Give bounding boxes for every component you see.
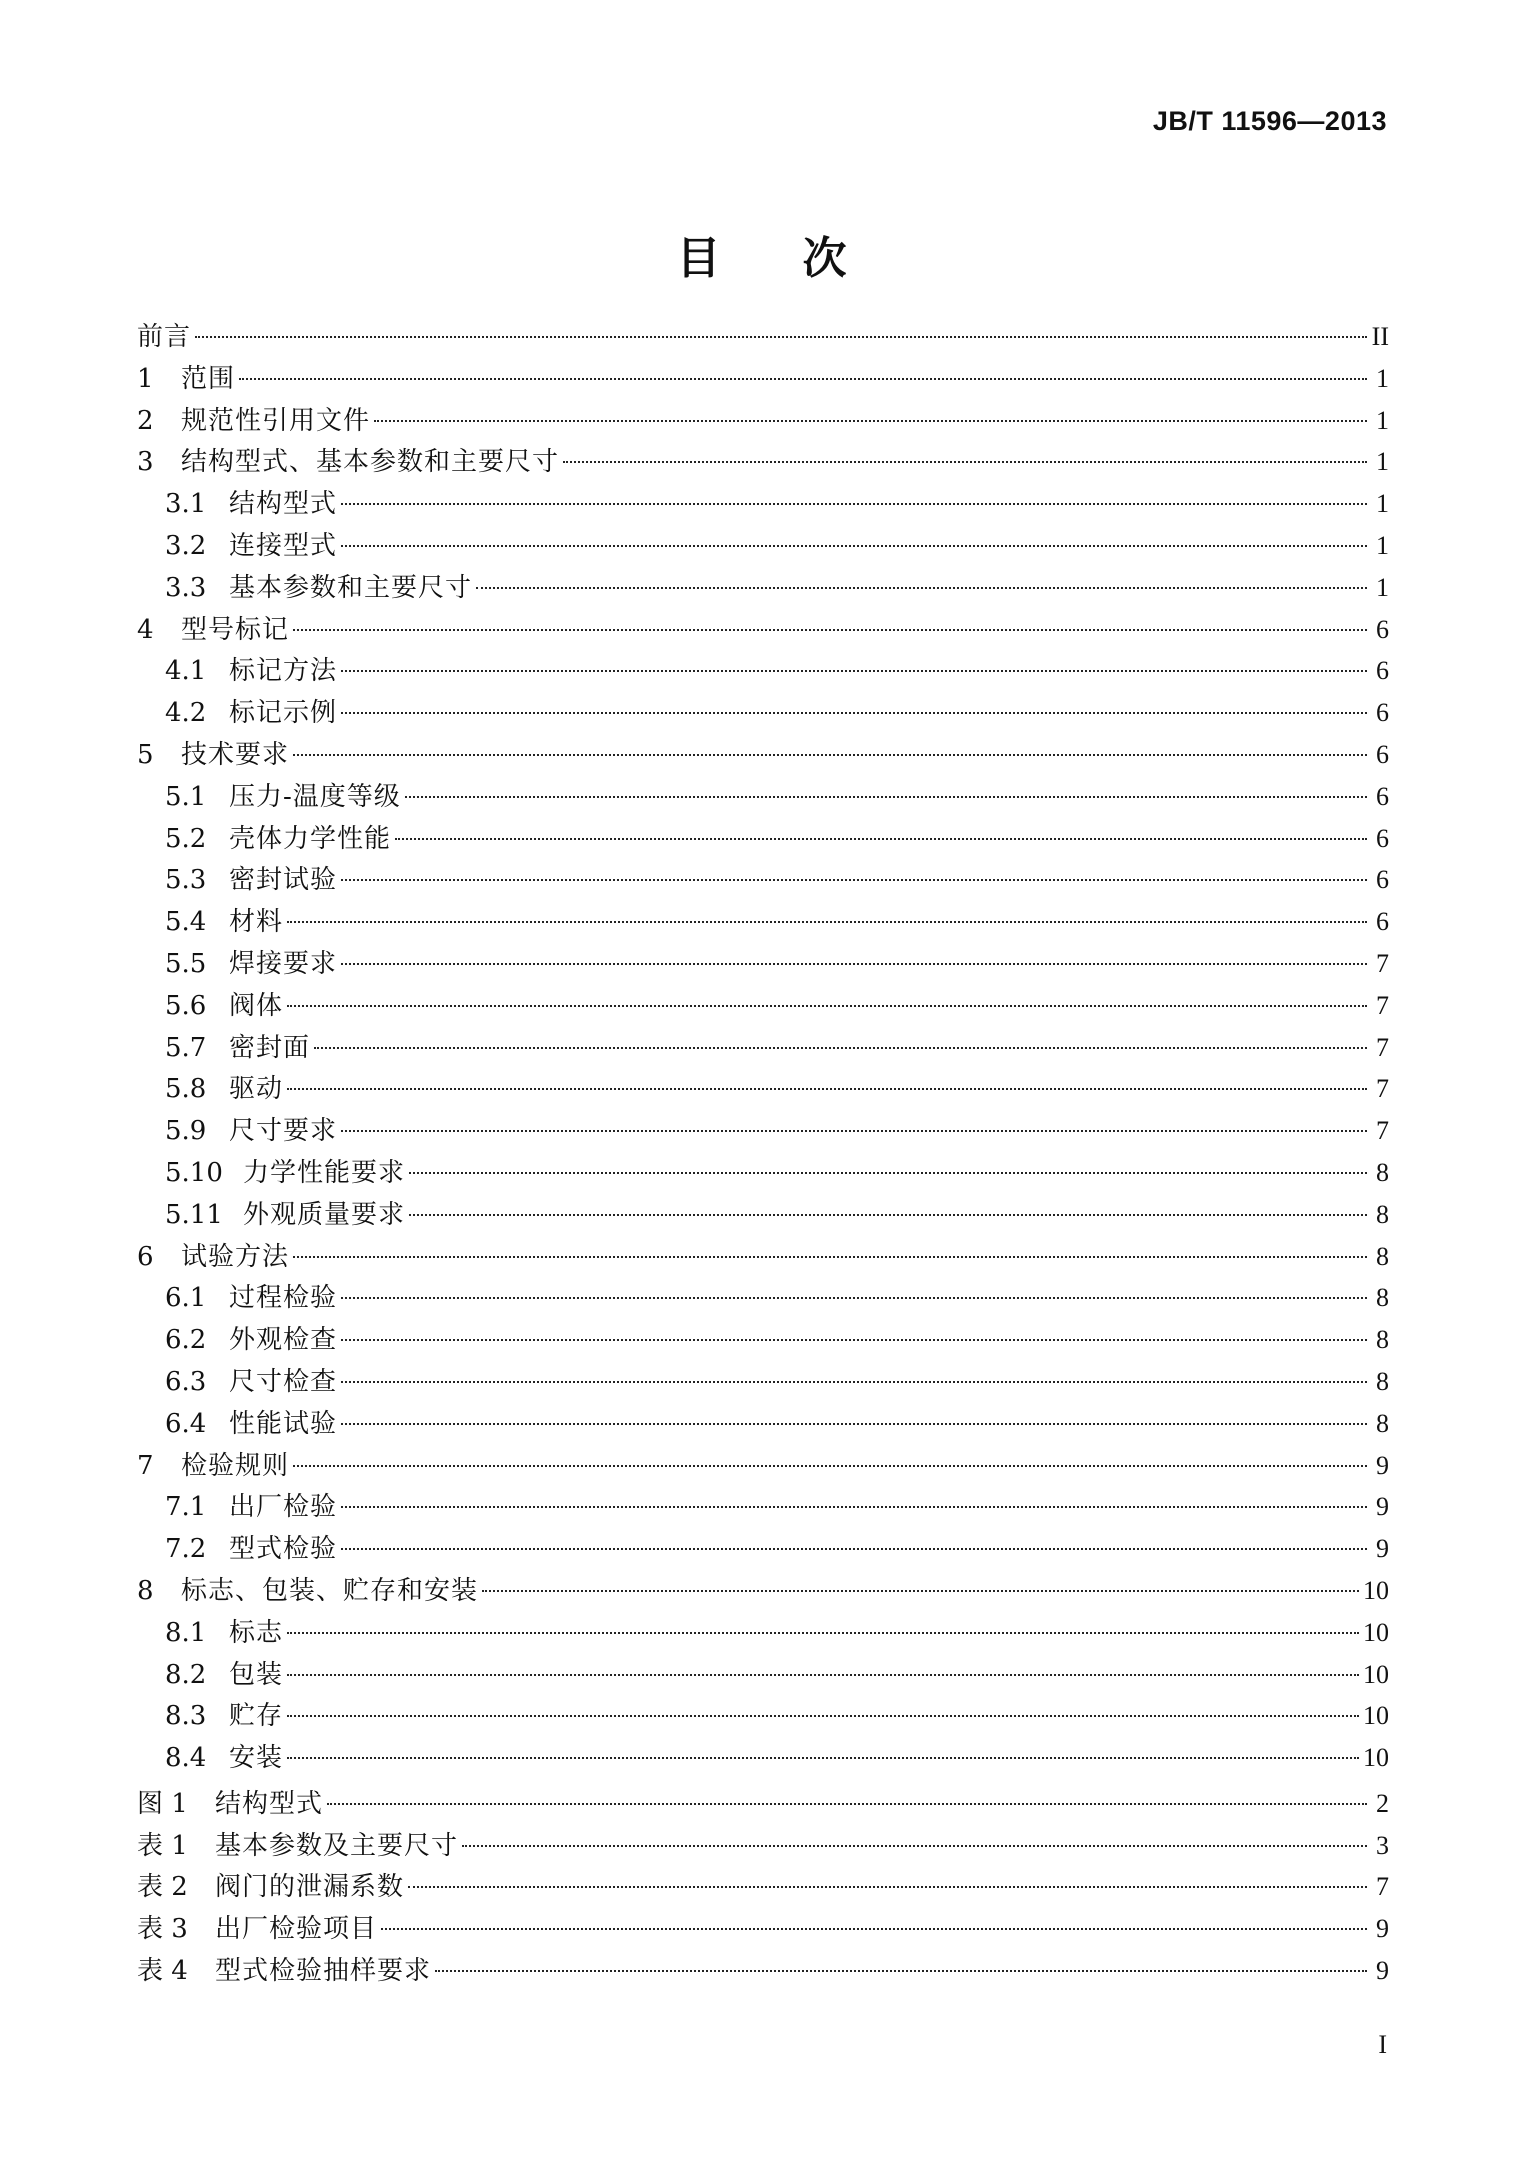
toc-entry-label: 外观质量要求 bbox=[243, 1199, 406, 1230]
dot-leader bbox=[287, 1005, 1367, 1007]
toc-entry-page: 6 bbox=[1376, 865, 1389, 895]
toc-entry[interactable] bbox=[137, 1194, 1389, 1236]
dot-leader bbox=[462, 1845, 1367, 1847]
toc-entry-page: 1 bbox=[1376, 530, 1389, 560]
toc-entry-label: 安装 bbox=[229, 1743, 284, 1774]
dot-leader bbox=[409, 1172, 1367, 1174]
page-number: I bbox=[1378, 2030, 1387, 2059]
toc-entry-page: 6 bbox=[1376, 739, 1389, 769]
toc-entry[interactable] bbox=[137, 692, 1389, 734]
toc-entry[interactable] bbox=[137, 567, 1389, 609]
toc-entry-number: 8.3 bbox=[165, 1701, 207, 1732]
dot-leader bbox=[287, 921, 1367, 923]
toc-entry[interactable] bbox=[137, 441, 1389, 483]
toc-entry-page: 8 bbox=[1376, 1366, 1389, 1396]
toc-entry-label: 范围 bbox=[181, 363, 236, 394]
toc-entry-label: 外观检查 bbox=[229, 1325, 338, 1356]
dot-leader bbox=[341, 1423, 1367, 1425]
toc-entry-page: 2 bbox=[1376, 1788, 1389, 1818]
toc-entry-label: 结构型式 bbox=[229, 489, 338, 520]
toc-entry[interactable] bbox=[137, 1152, 1389, 1194]
table-of-contents bbox=[137, 316, 1389, 1992]
dot-leader bbox=[314, 1047, 1367, 1049]
toc-entry-label: 结构型式 bbox=[215, 1788, 324, 1819]
toc-entry-number: 7.2 bbox=[165, 1534, 207, 1565]
toc-entry-label: 尺寸检查 bbox=[229, 1366, 338, 1397]
toc-entry-page: 10 bbox=[1363, 1659, 1389, 1689]
toc-entry-page: 10 bbox=[1363, 1743, 1389, 1773]
toc-entry[interactable] bbox=[137, 1027, 1389, 1069]
dot-leader bbox=[476, 587, 1367, 589]
toc-entry-label: 标志、包装、贮存和安装 bbox=[181, 1575, 479, 1606]
toc-entry-page: 6 bbox=[1376, 698, 1389, 728]
toc-entry[interactable] bbox=[137, 1068, 1389, 1110]
toc-entry[interactable] bbox=[137, 943, 1389, 985]
toc-entry-number: 6.2 bbox=[165, 1325, 207, 1356]
toc-entry-number: 表 4 bbox=[137, 1956, 188, 1987]
toc-entry-page: 9 bbox=[1376, 1492, 1389, 1522]
toc-entry-page: 8 bbox=[1376, 1199, 1389, 1229]
toc-entry-label: 技术要求 bbox=[181, 739, 290, 770]
toc-entry-number: 5.9 bbox=[165, 1116, 207, 1147]
toc-entry-label: 压力-温度等级 bbox=[229, 781, 401, 812]
toc-entry-page: 1 bbox=[1376, 363, 1389, 393]
toc-entry-number: 8.1 bbox=[165, 1617, 207, 1648]
dot-leader bbox=[563, 461, 1367, 463]
toc-entry[interactable] bbox=[137, 1866, 1389, 1908]
toc-entry-page: 7 bbox=[1376, 990, 1389, 1020]
toc-entry-label: 材料 bbox=[229, 907, 284, 938]
toc-entry[interactable] bbox=[137, 776, 1389, 818]
toc-entry-label: 阀体 bbox=[229, 990, 284, 1021]
toc-entry-label: 焊接要求 bbox=[229, 948, 338, 979]
dot-leader bbox=[408, 1886, 1367, 1888]
toc-entry-number: 3.2 bbox=[165, 530, 207, 561]
toc-entry[interactable] bbox=[137, 901, 1389, 943]
toc-entry-page: 8 bbox=[1376, 1408, 1389, 1438]
toc-entry-label: 出厂检验 bbox=[229, 1492, 338, 1523]
toc-entry-number: 5.8 bbox=[165, 1074, 207, 1105]
standard-code: JB/T 11596—2013 bbox=[1152, 106, 1387, 136]
dot-leader bbox=[293, 1465, 1367, 1467]
toc-entry[interactable] bbox=[137, 316, 1389, 358]
toc-entry-number: 6.4 bbox=[165, 1408, 207, 1439]
toc-entry[interactable] bbox=[137, 985, 1389, 1027]
toc-entry-number: 表 3 bbox=[137, 1914, 188, 1945]
toc-entry-label: 规范性引用文件 bbox=[181, 405, 371, 436]
toc-entry-page: 7 bbox=[1376, 1074, 1389, 1104]
toc-entry[interactable] bbox=[137, 1528, 1389, 1570]
dot-leader bbox=[381, 1928, 1367, 1930]
toc-entry-label: 结构型式、基本参数和主要尺寸 bbox=[181, 447, 560, 478]
toc-entry-number: 3 bbox=[137, 447, 154, 478]
toc-entry[interactable] bbox=[137, 1783, 1389, 1825]
toc-entry-page: 6 bbox=[1376, 614, 1389, 644]
dot-leader bbox=[287, 1088, 1367, 1090]
toc-entry[interactable] bbox=[137, 1908, 1389, 1950]
toc-entry-label: 基本参数和主要尺寸 bbox=[229, 572, 473, 603]
toc-entry-page: 9 bbox=[1376, 1534, 1389, 1564]
toc-entry[interactable] bbox=[137, 1950, 1389, 1992]
toc-entry-number: 5.5 bbox=[165, 948, 207, 979]
toc-entry-number: 表 1 bbox=[137, 1830, 188, 1861]
toc-entry-number: 8.2 bbox=[165, 1659, 207, 1690]
dot-leader bbox=[341, 545, 1367, 547]
toc-entry-label: 前言 bbox=[137, 322, 192, 352]
toc-entry-page: 1 bbox=[1376, 572, 1389, 602]
dot-leader bbox=[293, 1256, 1367, 1258]
toc-entry-label: 尺寸要求 bbox=[229, 1116, 338, 1147]
dot-leader bbox=[287, 1632, 1359, 1634]
toc-entry-page: 1 bbox=[1376, 489, 1389, 519]
toc-entry[interactable] bbox=[137, 818, 1389, 860]
toc-entry-number: 5.7 bbox=[165, 1032, 207, 1063]
toc-entry-page: II bbox=[1371, 322, 1389, 351]
toc-entry-page: 7 bbox=[1376, 1032, 1389, 1062]
dot-leader bbox=[435, 1970, 1367, 1972]
toc-entry[interactable] bbox=[137, 859, 1389, 901]
dot-leader bbox=[341, 503, 1367, 505]
dot-leader bbox=[341, 1506, 1367, 1508]
toc-entry-page: 8 bbox=[1376, 1283, 1389, 1313]
toc-entry-number: 5.1 bbox=[165, 781, 207, 812]
toc-entry-label: 密封面 bbox=[229, 1032, 311, 1063]
dot-leader bbox=[405, 796, 1367, 798]
toc-entry-label: 过程检验 bbox=[229, 1283, 338, 1314]
toc-entry-number: 8 bbox=[137, 1575, 154, 1606]
dot-leader bbox=[287, 1715, 1359, 1717]
toc-entry[interactable] bbox=[137, 1654, 1389, 1696]
toc-entry[interactable] bbox=[137, 1445, 1389, 1487]
toc-entry-number: 表 2 bbox=[137, 1872, 188, 1903]
toc-entry[interactable] bbox=[137, 1737, 1389, 1779]
toc-entry-page: 3 bbox=[1376, 1830, 1389, 1860]
dot-leader bbox=[287, 1757, 1359, 1759]
dot-leader bbox=[409, 1214, 1367, 1216]
toc-entry-label: 检验规则 bbox=[181, 1450, 290, 1481]
dot-leader bbox=[195, 336, 1367, 338]
toc-entry-number: 5.2 bbox=[165, 823, 207, 854]
dot-leader bbox=[341, 1297, 1367, 1299]
toc-entry-label: 型号标记 bbox=[181, 614, 290, 645]
dot-leader bbox=[341, 712, 1367, 714]
dot-leader bbox=[374, 420, 1367, 422]
toc-entry-page: 6 bbox=[1376, 781, 1389, 811]
toc-entry-label: 基本参数及主要尺寸 bbox=[215, 1830, 459, 1861]
dot-leader bbox=[341, 1130, 1367, 1132]
toc-entry[interactable] bbox=[137, 1403, 1389, 1445]
toc-entry-number: 5 bbox=[137, 739, 154, 770]
toc-entry-page: 1 bbox=[1376, 405, 1389, 435]
toc-entry-number: 5.6 bbox=[165, 990, 207, 1021]
toc-entry-page: 10 bbox=[1363, 1575, 1389, 1605]
dot-leader bbox=[293, 754, 1367, 756]
dot-leader bbox=[293, 629, 1367, 631]
dot-leader bbox=[341, 670, 1367, 672]
toc-entry-page: 10 bbox=[1363, 1617, 1389, 1647]
toc-entry[interactable] bbox=[137, 1236, 1389, 1278]
dot-leader bbox=[395, 838, 1367, 840]
dot-leader bbox=[341, 963, 1367, 965]
toc-entry-page: 8 bbox=[1376, 1325, 1389, 1355]
toc-entry-number: 4.1 bbox=[165, 656, 207, 687]
toc-entry-label: 驱动 bbox=[229, 1074, 284, 1105]
toc-entry-page: 8 bbox=[1376, 1157, 1389, 1187]
toc-entry-page: 9 bbox=[1376, 1450, 1389, 1480]
toc-entry-label: 标记方法 bbox=[229, 656, 338, 687]
toc-entry-page: 7 bbox=[1376, 1872, 1389, 1902]
toc-entry-page: 6 bbox=[1376, 907, 1389, 937]
toc-entry-label: 标记示例 bbox=[229, 698, 338, 729]
toc-entry-number: 3.1 bbox=[165, 489, 207, 520]
toc-entry-page: 9 bbox=[1376, 1956, 1389, 1986]
toc-entry[interactable] bbox=[137, 734, 1389, 776]
toc-entry-number: 3.3 bbox=[165, 572, 207, 603]
toc-entry-label: 包装 bbox=[229, 1659, 284, 1690]
toc-entry-page: 10 bbox=[1363, 1701, 1389, 1731]
toc-entry[interactable] bbox=[137, 1695, 1389, 1737]
dot-leader bbox=[341, 1381, 1367, 1383]
toc-entry-page: 6 bbox=[1376, 656, 1389, 686]
toc-entry[interactable] bbox=[137, 650, 1389, 692]
dot-leader bbox=[239, 378, 1367, 380]
toc-entry[interactable] bbox=[137, 1612, 1389, 1654]
toc-entry-number: 2 bbox=[137, 405, 154, 436]
toc-entry-number: 5.10 bbox=[165, 1157, 223, 1188]
toc-entry-number: 4.2 bbox=[165, 698, 207, 729]
toc-entry-label: 出厂检验项目 bbox=[215, 1914, 378, 1945]
dot-leader bbox=[341, 1548, 1367, 1550]
toc-entry-page: 7 bbox=[1376, 1116, 1389, 1146]
toc-entry[interactable] bbox=[137, 525, 1389, 567]
dot-leader bbox=[327, 1803, 1367, 1805]
toc-entry-label: 型式检验 bbox=[229, 1534, 338, 1565]
toc-entry[interactable] bbox=[137, 400, 1389, 442]
toc-entry-page: 1 bbox=[1376, 447, 1389, 477]
toc-entry-label: 贮存 bbox=[229, 1701, 284, 1732]
toc-entry-page: 9 bbox=[1376, 1914, 1389, 1944]
toc-entry-number: 8.4 bbox=[165, 1743, 207, 1774]
toc-entry-label: 性能试验 bbox=[229, 1408, 338, 1439]
toc-entry[interactable] bbox=[137, 1825, 1389, 1867]
toc-entry-label: 试验方法 bbox=[181, 1241, 290, 1272]
toc-entry-number: 5.3 bbox=[165, 865, 207, 896]
toc-entry-number: 5.4 bbox=[165, 907, 207, 938]
toc-entry[interactable] bbox=[137, 609, 1389, 651]
toc-entry-label: 阀门的泄漏系数 bbox=[215, 1872, 405, 1903]
toc-entry-number: 4 bbox=[137, 614, 154, 645]
toc-entry[interactable] bbox=[137, 1486, 1389, 1528]
toc-entry-page: 6 bbox=[1376, 823, 1389, 853]
toc-entry[interactable] bbox=[137, 1277, 1389, 1319]
toc-entry-label: 密封试验 bbox=[229, 865, 338, 896]
toc-entry-label: 型式检验抽样要求 bbox=[215, 1956, 432, 1987]
toc-entry-number: 7 bbox=[137, 1450, 154, 1481]
toc-entry-number: 7.1 bbox=[165, 1492, 207, 1523]
toc-entry[interactable] bbox=[137, 358, 1389, 400]
toc-entry-number: 6.3 bbox=[165, 1366, 207, 1397]
toc-entry[interactable] bbox=[137, 1110, 1389, 1152]
dot-leader bbox=[341, 1339, 1367, 1341]
dot-leader bbox=[341, 879, 1367, 881]
toc-entry-number: 图 1 bbox=[137, 1788, 188, 1819]
toc-entry-number: 1 bbox=[137, 363, 154, 394]
toc-entry-number: 6.1 bbox=[165, 1283, 207, 1314]
toc-entry-page: 7 bbox=[1376, 948, 1389, 978]
toc-entry[interactable] bbox=[137, 483, 1389, 525]
toc-entry[interactable] bbox=[137, 1361, 1389, 1403]
toc-entry-page: 8 bbox=[1376, 1241, 1389, 1271]
toc-entry-number: 6 bbox=[137, 1241, 154, 1272]
toc-entry-number: 5.11 bbox=[165, 1199, 223, 1230]
toc-entry-label: 标志 bbox=[229, 1617, 284, 1648]
toc-entry-label: 连接型式 bbox=[229, 530, 338, 561]
toc-entry[interactable] bbox=[137, 1570, 1389, 1612]
page-title: 目次 bbox=[676, 233, 929, 284]
dot-leader bbox=[482, 1590, 1359, 1592]
toc-entry-label: 力学性能要求 bbox=[243, 1157, 406, 1188]
toc-entry-label: 壳体力学性能 bbox=[229, 823, 392, 854]
toc-entry[interactable] bbox=[137, 1319, 1389, 1361]
dot-leader bbox=[287, 1674, 1359, 1676]
